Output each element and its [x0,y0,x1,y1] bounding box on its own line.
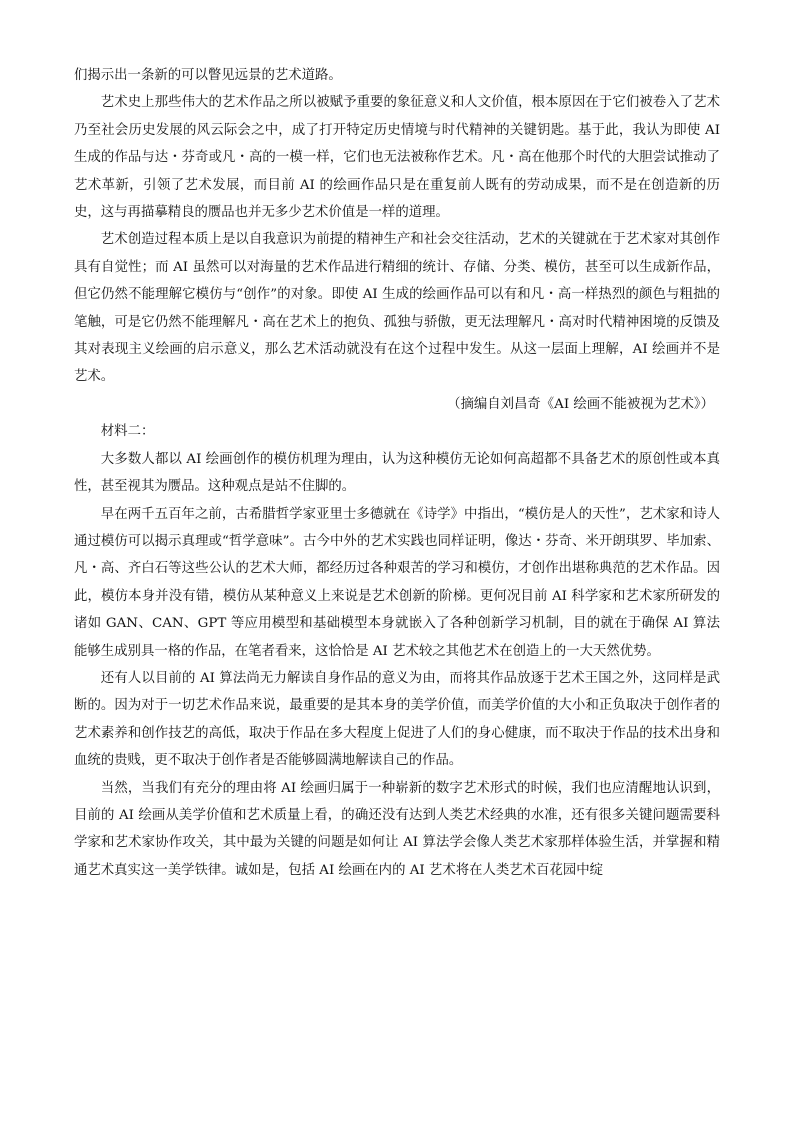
paragraph-aesthetic-value: 还有人以目前的 AI 算法尚无力解读自身作品的意义为由，而将其作品放逐于艺术王国之外，这同样是武断的。因为对于一切艺术作品来说，最重要的是其本身的美学价值，而美学价值的大小和正负取决于创作者的艺术素养和创作技艺的高低，取决于作品在多大程度上促进了人们的身心健康，而不取决于作品的技术出身和血统的贵贱，更不取决于创作者是否能够圆满地解读自己的作品。 [74,670,720,769]
document-body [74,62,720,884]
paragraph-continuation: 们揭示出一条新的可以瞥见远景的艺术道路。 [74,68,342,83]
paragraph-imitation-view: 大多数人都以 AI 绘画创作的模仿机理为理由，认为这种模仿无论如何高超都不具备艺术的原创性或本真性，甚至视其为赝品。这种观点是站不住脚的。 [74,451,720,495]
paragraph-conclusion: 当然，当我们有充分的理由将 AI 绘画归属于一种崭新的数字艺术形式的时候，我们也应清醒地认识到，目前的 AI 绘画从美学价值和艺术质量上看，的确还没有达到人类艺术经典的水准，还有很多关键问题需要科学家和艺术家协作攻关，其中最为关键的问题是如何让 AI 算法学会像人类艺术家那样体验生活，并掌握和精通艺术真实这一美学铁律。诚如是，包括 AI 绘画在内的 AI 艺术将在人类艺术百花园中绽 [74,780,720,878]
paragraph-aristotle: 早在两千五百年之前，古希腊哲学家亚里士多德就在《诗学》中指出，“模仿是人的天性”，艺术家和诗人通过模仿可以揭示真理或“哲学意味”。古今中外的艺术实践也同样证明，像达・芬奇、米开朗琪罗、毕加索、凡・高、齐白石等这些公认的艺术大师，都经历过各种艰苦的学习和模仿，才创作出堪称典范的艺术作品。因此，模仿本身并没有错，模仿从某种意义上来说是艺术创新的阶梯。更何况目前 AI 科学家和艺术家所研发的诸如 GAN、CAN、GPT 等应用模型和基础模型本身就嵌入了各种创新学习机制，目的就在于确保 AI 算法能够生成别具一格的作品，在笔者看来，这恰恰是 AI 艺术较之其他艺术在创造上的一大天然优势。 [74,506,720,659]
citation-material-one: （摘编自刘昌奇《AI 绘画不能被视为艺术》） [447,396,714,412]
section-heading-material-two: 材料二： [100,424,155,440]
paragraph-art-history: 艺术史上那些伟大的艺术作品之所以被赋予重要的象征意义和人文价值，根本原因在于它们被卷入了艺术乃至社会历史发展的风云际会之中，成了打开特定历史情境与时代精神的关键钥匙。基于此，我认为即使 AI 生成的作品与达・芬奇或凡・高的一模一样，它们也无法被称作艺术。凡・高在他那个时代的大胆尝试推动了艺术革新，引领了艺术发展，而目前 AI 的绘画作品只是在重复前人既有的劳动成果，而不是在创造新的历史，这与再描摹精良的赝品也并无多少艺术价值是一样的道理。 [74,95,720,221]
paragraph-self-awareness: 艺术创造过程本质上是以自我意识为前提的精神生产和社会交往活动，艺术的关键就在于艺术家对其创作具有自觉性；而 AI 虽然可以对海量的艺术作品进行精细的统计、存储、分类、模仿，甚至可以生成新作品，但它仍然不能理解它模仿与“创作”的对象。即使 AI 生成的绘画作品可以有和凡・高一样热烈的颜色与粗拙的笔触，可是它仍然不能理解凡・高在艺术上的抱负、孤独与骄傲，更无法理解凡・高对时代精神困境的反馈及其对表现主义绘画的启示意义，那么艺术活动就没有在这个过程中发生。从这一层面上理解，AI 绘画并不是艺术。 [74,232,720,385]
